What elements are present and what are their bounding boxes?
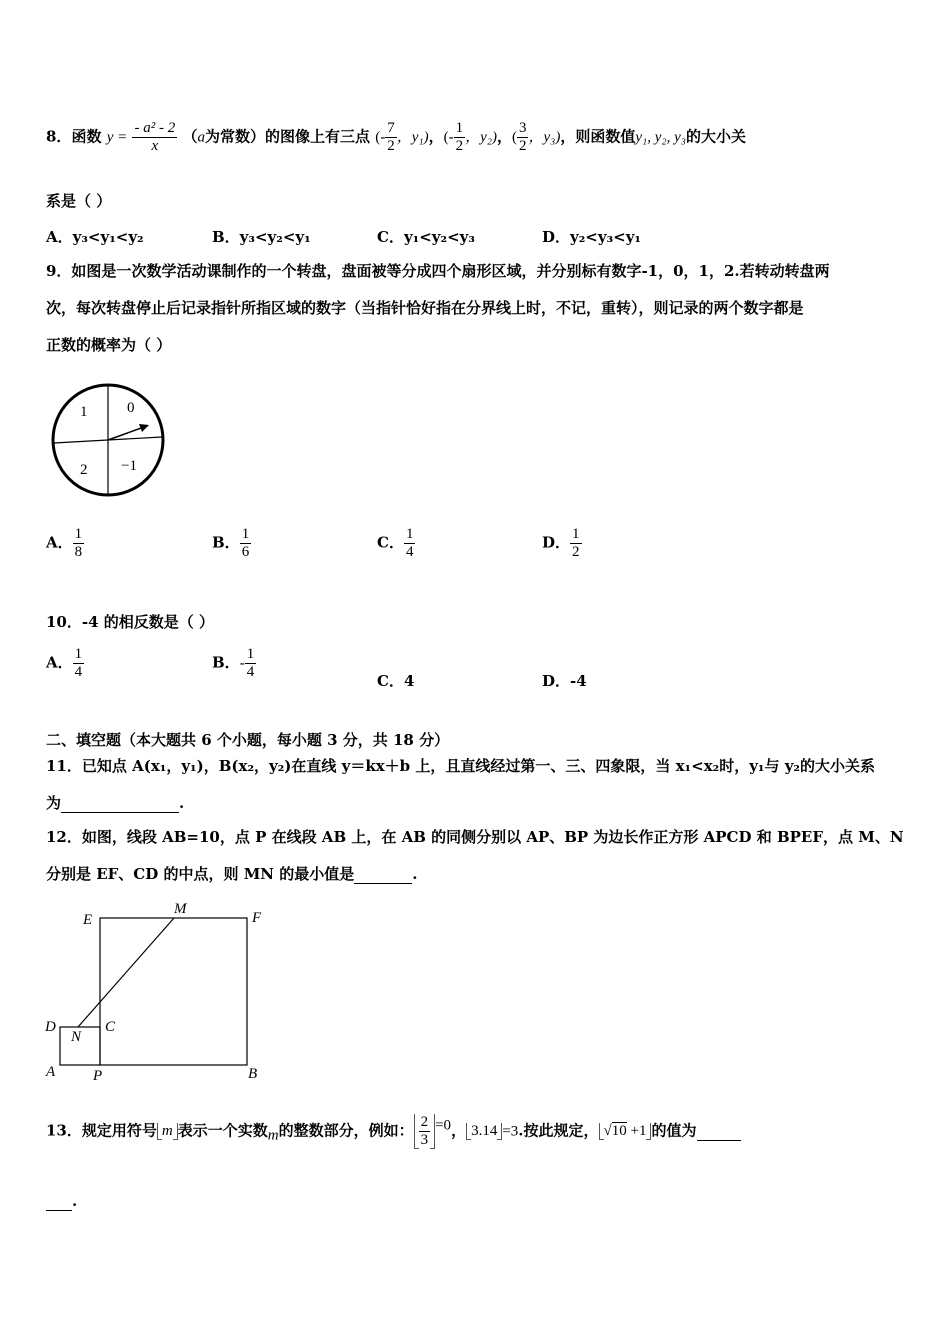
q8-p2-den: 2 bbox=[455, 138, 464, 154]
q8-option-d: D．y₂<y₃<y₁ bbox=[542, 228, 642, 246]
q10-option-a-fraction bbox=[73, 646, 85, 681]
q10-option-c: C．4 bbox=[377, 672, 415, 690]
q8-func-fraction bbox=[132, 120, 177, 155]
q13-floor-symbol: m bbox=[157, 1123, 178, 1140]
q8-p3-sign: ( bbox=[511, 129, 517, 146]
label-a: A bbox=[46, 1064, 56, 1080]
q8-p2-num: 1 bbox=[455, 120, 464, 136]
q11-line1: 11．已知点 A(x₁，y₁)，B(x₂，y₂)在直线 y＝kx＋b 上，且直线经过第一、三、四象限，当 x₁<x₂时，y₁与 y₂的大小关系 bbox=[46, 757, 875, 775]
q10-option-a-den: 4 bbox=[74, 664, 83, 680]
q8-option-b: B．y₃<y₂<y₁ bbox=[212, 228, 311, 246]
q13-line2 bbox=[46, 1192, 77, 1211]
q8-p3-num: 3 bbox=[518, 120, 527, 136]
q10-option-a-num: 1 bbox=[74, 646, 83, 662]
q12-line2 bbox=[46, 863, 417, 884]
q9-option-b-fraction bbox=[240, 526, 252, 561]
q10-option-b bbox=[212, 646, 256, 681]
section-heading: 二、填空题（本大题共 6 个小题，每小题 3 分，共 18 分） bbox=[46, 731, 450, 749]
q9-option-d-num: 1 bbox=[572, 526, 580, 542]
q9-option-d bbox=[542, 526, 582, 561]
q9-option-c-fraction bbox=[404, 526, 416, 561]
q13-mid1: 表示一个实数 bbox=[177, 1121, 268, 1140]
q8-note-open: （ bbox=[182, 127, 198, 146]
q13-mid2: 的整数部分，例如： bbox=[278, 1121, 414, 1140]
q13-example2-value: =3 bbox=[502, 1123, 519, 1140]
q9-option-b-den: 6 bbox=[241, 544, 250, 560]
q9-option-a-fraction bbox=[73, 526, 85, 561]
q10-option-b-num: 1 bbox=[246, 646, 255, 662]
q9-option-a-den: 8 bbox=[74, 544, 83, 560]
q10-option-b-label: B． bbox=[212, 653, 240, 672]
q13-example1-bracket bbox=[414, 1114, 436, 1149]
q8-option-a: A．y₃<y₁<y₂ bbox=[46, 228, 144, 246]
label-d: D bbox=[45, 1019, 56, 1035]
q8-p3-fraction bbox=[517, 120, 529, 155]
spinner-label-0: 0 bbox=[127, 400, 135, 416]
q9-option-a bbox=[46, 526, 84, 561]
q13-question-bracket: √10 +1 bbox=[599, 1123, 652, 1140]
q8-p2-fraction bbox=[454, 120, 466, 155]
q13-plus-one: +1 bbox=[630, 1123, 647, 1139]
q9-option-c bbox=[377, 526, 415, 561]
q8-p2-sign: (- bbox=[443, 129, 454, 146]
square-bpef bbox=[100, 918, 247, 1065]
q9-option-b bbox=[212, 526, 251, 561]
q9-line1: 9．如图是一次数学活动课制作的一个转盘，盘面被等分成四个扇形区域，并分别标有数字-1，0，1，2.若转动转盘两 bbox=[46, 262, 830, 280]
q8-note-var: a bbox=[197, 129, 205, 146]
q11-answer-blank[interactable] bbox=[61, 794, 179, 813]
q8-tail1: ，则函数值 bbox=[560, 127, 636, 146]
q10-option-b-fraction bbox=[245, 646, 257, 681]
q8-p3-y: ，y₃) bbox=[528, 129, 561, 146]
spinner-pointer-head bbox=[139, 424, 149, 432]
q10-line1: 10．-4 的相反数是（ ） bbox=[46, 613, 214, 631]
q13-root-value: 10 bbox=[611, 1123, 627, 1139]
q11-line2-start: 为 bbox=[46, 794, 62, 812]
label-m: M bbox=[174, 901, 187, 917]
q13-mid3: .按此规定， bbox=[518, 1121, 599, 1140]
spinner-label-2: 2 bbox=[80, 462, 88, 478]
q8-p1-sign: (- bbox=[375, 129, 386, 146]
q11-line2 bbox=[46, 792, 184, 813]
q9-line3: 正数的概率为（ ） bbox=[46, 336, 172, 354]
q8-func-lhs: y = bbox=[106, 129, 128, 146]
spinner-figure bbox=[48, 380, 168, 502]
q8-vals: y₁, y₂, y₃ bbox=[635, 129, 686, 146]
q13-example1-den: 3 bbox=[420, 1132, 429, 1148]
q9-option-d-label: D． bbox=[542, 533, 571, 552]
q13-example1-num: 2 bbox=[420, 1114, 429, 1130]
q8-number: 8． bbox=[46, 127, 72, 146]
q8-p1-fraction bbox=[385, 120, 397, 155]
q9-option-c-den: 4 bbox=[405, 544, 414, 560]
q9-option-a-label: A． bbox=[46, 533, 73, 552]
q9-option-c-num: 1 bbox=[405, 526, 414, 542]
q9-option-b-num: 1 bbox=[241, 526, 250, 542]
q13-answer-blank-2[interactable] bbox=[46, 1192, 72, 1211]
q13-answer-blank-1[interactable] bbox=[697, 1122, 741, 1141]
label-f: F bbox=[252, 910, 262, 926]
q8-comma-1: ， bbox=[428, 127, 444, 146]
q11-line2-end: . bbox=[179, 794, 185, 812]
q9-line2: 次，每次转盘停止后记录指针所指区域的数字（当指针恰好指在分界线上时，不记，重转），则记录的两个数字都是 bbox=[46, 299, 804, 317]
label-n: N bbox=[71, 1029, 82, 1045]
q13-comma: ， bbox=[451, 1121, 467, 1140]
q9-option-b-label: B． bbox=[212, 533, 240, 552]
q8-p3-den: 2 bbox=[518, 138, 527, 154]
q9-option-d-fraction bbox=[570, 526, 582, 561]
q12-answer-blank[interactable] bbox=[354, 865, 412, 884]
q13-example1-value: =0 bbox=[435, 1117, 452, 1134]
label-b: B bbox=[248, 1066, 258, 1082]
q8-line1 bbox=[46, 120, 746, 155]
q8-func-numerator: - a² - 2 bbox=[134, 120, 176, 136]
q13-end: 的值为 bbox=[651, 1121, 697, 1140]
q9-option-c-label: C． bbox=[377, 533, 404, 552]
q13-example2-bracket: 3.14 bbox=[466, 1123, 502, 1140]
q8-note-text: 为常数）的图像上有三点 bbox=[204, 127, 370, 146]
q8-p1-num: 7 bbox=[387, 120, 395, 136]
q8-comma-2: ， bbox=[496, 127, 512, 146]
q8-line2: 系是（ ） bbox=[46, 192, 112, 210]
q12-line2-start: 分别是 EF、CD 的中点，则 MN 的最小值是 bbox=[46, 865, 355, 883]
squares-figure bbox=[40, 898, 272, 1088]
q8-func-denominator: x bbox=[151, 138, 159, 154]
label-e: E bbox=[83, 912, 93, 928]
q13-example1-fraction bbox=[419, 1114, 431, 1149]
q8-option-c: C．y₁<y₂<y₃ bbox=[377, 228, 475, 246]
q8-intro: 函数 bbox=[71, 127, 102, 146]
label-c: C bbox=[105, 1019, 116, 1035]
label-p: P bbox=[93, 1068, 103, 1084]
q8-tail2: 的大小关 bbox=[686, 127, 747, 146]
q10-option-b-sign: - bbox=[239, 655, 245, 672]
q13-line2-end: . bbox=[72, 1192, 78, 1210]
q8-p1-y: ，y₁) bbox=[396, 129, 429, 146]
q12-line2-end: . bbox=[412, 865, 418, 883]
spinner-label-1: 1 bbox=[80, 404, 88, 420]
q9-option-a-num: 1 bbox=[74, 526, 83, 542]
q10-option-a-label: A． bbox=[46, 653, 73, 672]
segment-mn bbox=[78, 918, 174, 1027]
spinner-label-neg1: −1 bbox=[121, 458, 137, 474]
q13-var: m bbox=[267, 1127, 279, 1144]
q10-option-a bbox=[46, 646, 84, 681]
q10-option-b-den: 4 bbox=[246, 664, 255, 680]
q8-p2-y: ，y₂) bbox=[465, 129, 497, 146]
q9-option-d-den: 2 bbox=[572, 544, 580, 560]
q12-line1: 12．如图，线段 AB=10，点 P 在线段 AB 上，在 AB 的同侧分别以 AP、BP 为边长作正方形 APCD 和 BPEF，点 M、N bbox=[46, 828, 904, 846]
q13-start: 13．规定用符号 bbox=[46, 1121, 157, 1140]
q8-p1-den: 2 bbox=[387, 138, 395, 154]
q13-line1 bbox=[46, 1114, 741, 1149]
q10-option-d: D．-4 bbox=[542, 672, 587, 690]
